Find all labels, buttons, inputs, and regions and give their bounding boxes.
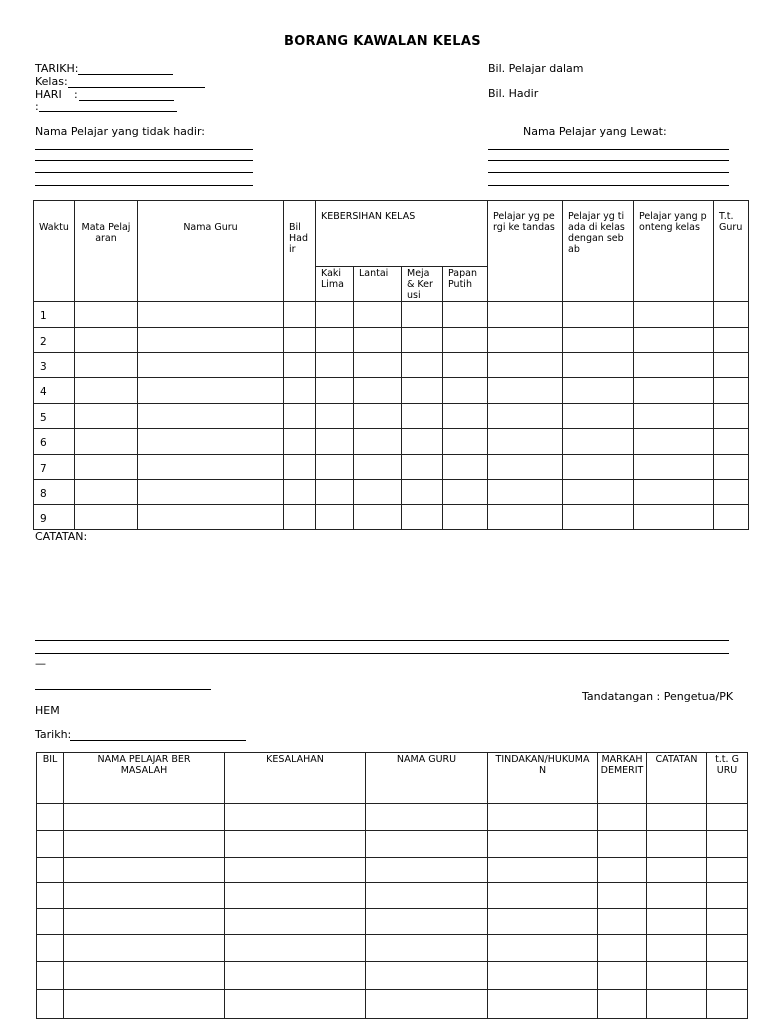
cell-waktu: [34, 353, 75, 378]
table-cell[interactable]: [707, 962, 748, 990]
table-cell[interactable]: [354, 455, 402, 480]
table-cell[interactable]: [443, 353, 488, 378]
table-cell[interactable]: [488, 480, 563, 505]
table-cell[interactable]: [75, 353, 138, 378]
table-cell[interactable]: [354, 328, 402, 353]
table-cell[interactable]: [634, 455, 714, 480]
table-cell[interactable]: [225, 804, 366, 831]
table-cell[interactable]: [488, 909, 598, 935]
absent-line[interactable]: [35, 172, 253, 173]
table-cell[interactable]: [634, 328, 714, 353]
problem-students-body: [37, 804, 748, 1019]
table-cell[interactable]: [316, 302, 354, 328]
table-cell[interactable]: [37, 909, 64, 935]
table-cell[interactable]: [37, 804, 64, 831]
table-cell[interactable]: [598, 935, 647, 962]
table-cell[interactable]: [488, 831, 598, 858]
table-cell[interactable]: [354, 429, 402, 455]
table-cell[interactable]: [563, 404, 634, 429]
table-cell[interactable]: [402, 378, 443, 404]
table-row: [37, 883, 748, 909]
late-line[interactable]: [488, 172, 729, 173]
table-cell[interactable]: [488, 455, 563, 480]
row-number: 3: [40, 361, 47, 373]
table-cell[interactable]: [316, 429, 354, 455]
table-cell[interactable]: [225, 935, 366, 962]
table-row: [34, 353, 749, 378]
hari-label: HARI: [35, 88, 62, 101]
table-row: [34, 429, 749, 455]
table-row: [37, 831, 748, 858]
table-cell[interactable]: [225, 990, 366, 1019]
table-cell[interactable]: [402, 480, 443, 505]
kelas-label: Kelas:: [35, 75, 68, 88]
table-cell[interactable]: [225, 909, 366, 935]
table-cell[interactable]: [37, 883, 64, 909]
table-cell[interactable]: [488, 883, 598, 909]
table-cell[interactable]: [284, 353, 316, 378]
table-cell[interactable]: [714, 353, 749, 378]
cell-waktu: [34, 505, 75, 530]
table-cell[interactable]: [366, 858, 488, 883]
col-tindakan: TINDAKAN/HUKUMAN: [488, 753, 598, 804]
table-cell[interactable]: [647, 909, 707, 935]
table-row: [37, 990, 748, 1019]
class-control-table: [33, 200, 749, 530]
table-cell[interactable]: [714, 378, 749, 404]
absent-label: Nama Pelajar yang tidak hadir:: [35, 125, 205, 138]
table-cell[interactable]: [138, 429, 284, 455]
tarikh2-line[interactable]: [70, 740, 246, 741]
table-row: [34, 328, 749, 353]
table-cell[interactable]: [225, 962, 366, 990]
table-cell[interactable]: [225, 858, 366, 883]
table-cell[interactable]: [75, 378, 138, 404]
table-cell[interactable]: [366, 804, 488, 831]
table-cell[interactable]: [634, 353, 714, 378]
catatan-line[interactable]: [35, 653, 729, 654]
catatan-dash: —: [35, 657, 46, 670]
table-cell[interactable]: [443, 328, 488, 353]
col-bil: BIL: [37, 753, 64, 804]
table-row: [34, 455, 749, 480]
hari-colon: :: [74, 88, 78, 101]
table-cell[interactable]: [75, 328, 138, 353]
absent-line[interactable]: [35, 160, 253, 161]
table-cell[interactable]: [488, 404, 563, 429]
table-cell[interactable]: [64, 858, 225, 883]
table-cell[interactable]: [284, 455, 316, 480]
table-cell[interactable]: [354, 302, 402, 328]
table-cell[interactable]: [64, 883, 225, 909]
table-cell[interactable]: [707, 935, 748, 962]
table-cell[interactable]: [366, 990, 488, 1019]
table-cell[interactable]: [598, 858, 647, 883]
table-cell[interactable]: [714, 455, 749, 480]
table-cell[interactable]: [488, 505, 563, 530]
col-tandas: Pelajar yg pergi ke tandas: [488, 201, 563, 302]
table-cell[interactable]: [37, 962, 64, 990]
table-cell[interactable]: [354, 404, 402, 429]
col-nama-pelajar: NAMA PELAJAR BERMASALAH: [64, 753, 225, 804]
table-cell[interactable]: [714, 480, 749, 505]
table-cell[interactable]: [64, 831, 225, 858]
absent-line[interactable]: [35, 149, 253, 150]
row-number: 2: [40, 336, 47, 348]
table-cell[interactable]: [316, 480, 354, 505]
tarikh-line[interactable]: [78, 74, 173, 75]
table-cell[interactable]: [598, 883, 647, 909]
table-cell[interactable]: [488, 935, 598, 962]
table-row: [34, 404, 749, 429]
extra-colon: :: [35, 100, 39, 113]
table-cell[interactable]: [647, 831, 707, 858]
table-cell[interactable]: [366, 935, 488, 962]
row-number: 8: [40, 488, 47, 500]
table-cell[interactable]: [316, 353, 354, 378]
page-title: BORANG KAWALAN KELAS: [284, 34, 481, 49]
extra-line[interactable]: [39, 111, 177, 112]
row-number: 9: [40, 513, 47, 525]
table-cell[interactable]: [138, 480, 284, 505]
cell-waktu: [34, 429, 75, 455]
table-cell[interactable]: [75, 302, 138, 328]
table-cell[interactable]: [488, 962, 598, 990]
table-cell[interactable]: [647, 962, 707, 990]
table-cell[interactable]: [138, 505, 284, 530]
table-cell[interactable]: [75, 480, 138, 505]
table-cell[interactable]: [647, 935, 707, 962]
signature-label: Tandatangan : Pengetua/PK: [582, 690, 734, 703]
col-waktu: Waktu: [34, 201, 75, 302]
table-cell[interactable]: [647, 804, 707, 831]
table-cell[interactable]: [707, 804, 748, 831]
table-cell[interactable]: [354, 480, 402, 505]
table-cell[interactable]: [634, 429, 714, 455]
signature-line[interactable]: [35, 689, 211, 690]
cell-waktu: [34, 455, 75, 480]
header-row: [34, 201, 749, 267]
table-cell[interactable]: [598, 909, 647, 935]
table-cell[interactable]: [225, 883, 366, 909]
col-kaki-lima: Kaki Lima: [316, 267, 354, 302]
tarikh-label: TARIKH:: [35, 62, 79, 75]
table-cell[interactable]: [75, 404, 138, 429]
table-cell[interactable]: [443, 455, 488, 480]
table-cell[interactable]: [64, 990, 225, 1019]
late-label: Nama Pelajar yang Lewat:: [523, 125, 667, 138]
table-cell[interactable]: [707, 883, 748, 909]
table-cell[interactable]: [488, 990, 598, 1019]
table-cell[interactable]: [402, 455, 443, 480]
table-row: [34, 302, 749, 328]
col-tt-guru: T.t. Guru: [714, 201, 749, 302]
col-tiada: Pelajar yg tiada di kelas dengan sebab: [563, 201, 634, 302]
col-meja-kerusi: Meja & Kerusi: [402, 267, 443, 302]
table-cell[interactable]: [563, 302, 634, 328]
table-cell[interactable]: [316, 455, 354, 480]
cell-waktu: [34, 404, 75, 429]
table-cell[interactable]: [707, 990, 748, 1019]
table-cell[interactable]: [634, 480, 714, 505]
tarikh2-label: Tarikh:: [35, 728, 72, 741]
col-markah-demerit: MARKAH DEMERIT: [598, 753, 647, 804]
col-tt-guru: t.t. GURU: [707, 753, 748, 804]
table-row: [37, 962, 748, 990]
catatan-label: CATATAN:: [35, 530, 88, 543]
cell-waktu: [34, 480, 75, 505]
table-cell[interactable]: [488, 858, 598, 883]
table-cell[interactable]: [563, 505, 634, 530]
cell-waktu: [34, 378, 75, 404]
table-row: [34, 378, 749, 404]
table-cell[interactable]: [316, 378, 354, 404]
table-row: [37, 858, 748, 883]
table-cell[interactable]: [443, 378, 488, 404]
table-row: [37, 804, 748, 831]
table-cell[interactable]: [225, 831, 366, 858]
table-cell[interactable]: [366, 831, 488, 858]
cell-waktu: [34, 328, 75, 353]
table-row: [37, 935, 748, 962]
table-cell[interactable]: [75, 505, 138, 530]
table-cell[interactable]: [316, 505, 354, 530]
table-cell[interactable]: [316, 404, 354, 429]
col-mata-pelajaran: Mata Pelajaran: [75, 201, 138, 302]
table-cell[interactable]: [138, 353, 284, 378]
table-cell[interactable]: [443, 480, 488, 505]
table-cell[interactable]: [647, 883, 707, 909]
col-bil-hadir: Bil Hadir: [284, 201, 316, 302]
table-cell[interactable]: [64, 804, 225, 831]
table-row: [34, 505, 749, 530]
table-row: [37, 909, 748, 935]
kelas-line[interactable]: [68, 87, 205, 88]
table-cell[interactable]: [64, 962, 225, 990]
table-cell[interactable]: [707, 831, 748, 858]
col-catatan: CATATAN: [647, 753, 707, 804]
table-cell[interactable]: [402, 302, 443, 328]
table-cell[interactable]: [37, 935, 64, 962]
table-cell[interactable]: [64, 935, 225, 962]
table-cell[interactable]: [563, 353, 634, 378]
absent-line[interactable]: [35, 185, 253, 186]
table-cell[interactable]: [366, 909, 488, 935]
table-cell[interactable]: [714, 429, 749, 455]
table-cell[interactable]: [488, 429, 563, 455]
table-cell[interactable]: [316, 328, 354, 353]
table-cell[interactable]: [488, 302, 563, 328]
table-cell[interactable]: [366, 883, 488, 909]
col-nama-guru: NAMA GURU: [366, 753, 488, 804]
table-cell[interactable]: [402, 505, 443, 530]
table-cell[interactable]: [707, 909, 748, 935]
problem-students-table: [36, 752, 748, 1019]
table-cell[interactable]: [598, 990, 647, 1019]
table-cell[interactable]: [37, 990, 64, 1019]
table-cell[interactable]: [634, 404, 714, 429]
row-number: 1: [40, 310, 47, 322]
table-cell[interactable]: [563, 378, 634, 404]
table-cell[interactable]: [563, 480, 634, 505]
table-cell[interactable]: [598, 831, 647, 858]
late-line[interactable]: [488, 160, 729, 161]
bil-hadir-label: Bil. Hadir: [488, 87, 539, 100]
table-cell[interactable]: [563, 429, 634, 455]
table-cell[interactable]: [75, 429, 138, 455]
table-cell[interactable]: [354, 353, 402, 378]
table-cell[interactable]: [402, 429, 443, 455]
table-cell[interactable]: [714, 505, 749, 530]
late-line[interactable]: [488, 185, 729, 186]
col-nama-guru: Nama Guru: [138, 201, 284, 302]
table-cell[interactable]: [647, 858, 707, 883]
hari-line[interactable]: [79, 100, 174, 101]
table-cell[interactable]: [634, 505, 714, 530]
table-cell[interactable]: [598, 804, 647, 831]
table-cell[interactable]: [714, 328, 749, 353]
table-cell[interactable]: [443, 505, 488, 530]
table-cell[interactable]: [443, 302, 488, 328]
row-number: 6: [40, 437, 47, 449]
table-cell[interactable]: [443, 404, 488, 429]
table-cell[interactable]: [488, 804, 598, 831]
table-cell[interactable]: [634, 302, 714, 328]
bil-pelajar-label: Bil. Pelajar dalam: [488, 62, 584, 75]
table-cell[interactable]: [138, 302, 284, 328]
col-ponteng: Pelajar yang ponteng kelas: [634, 201, 714, 302]
table-cell[interactable]: [647, 990, 707, 1019]
table-cell[interactable]: [138, 328, 284, 353]
hem-label: HEM: [35, 704, 60, 717]
table-cell[interactable]: [284, 302, 316, 328]
col-papan-putih: Papan Putih: [443, 267, 488, 302]
table-cell[interactable]: [284, 404, 316, 429]
table-cell[interactable]: [402, 328, 443, 353]
catatan-line[interactable]: [35, 640, 729, 641]
col-kebersihan-kelas: KEBERSIHAN KELAS: [316, 201, 488, 267]
col-kesalahan: KESALAHAN: [225, 753, 366, 804]
table-cell[interactable]: [354, 505, 402, 530]
class-control-body: [34, 302, 749, 530]
table-row: [34, 480, 749, 505]
header-row: [37, 753, 748, 804]
table-cell[interactable]: [284, 378, 316, 404]
table-cell[interactable]: [284, 328, 316, 353]
table-cell[interactable]: [488, 328, 563, 353]
col-lantai: Lantai: [354, 267, 402, 302]
table-cell[interactable]: [138, 378, 284, 404]
row-number: 4: [40, 386, 47, 398]
table-cell[interactable]: [138, 455, 284, 480]
cell-waktu: [34, 302, 75, 328]
table-cell[interactable]: [563, 328, 634, 353]
table-cell[interactable]: [443, 429, 488, 455]
table-cell[interactable]: [488, 378, 563, 404]
table-cell[interactable]: [634, 378, 714, 404]
table-cell[interactable]: [354, 378, 402, 404]
table-cell[interactable]: [563, 455, 634, 480]
table-cell[interactable]: [366, 962, 488, 990]
late-line[interactable]: [488, 149, 729, 150]
table-cell[interactable]: [75, 455, 138, 480]
table-cell[interactable]: [402, 353, 443, 378]
table-cell[interactable]: [138, 404, 284, 429]
table-cell[interactable]: [402, 404, 443, 429]
table-cell[interactable]: [64, 909, 225, 935]
table-cell[interactable]: [37, 831, 64, 858]
table-cell[interactable]: [37, 858, 64, 883]
table-cell[interactable]: [284, 505, 316, 530]
table-cell[interactable]: [284, 480, 316, 505]
table-cell[interactable]: [488, 353, 563, 378]
table-cell[interactable]: [714, 404, 749, 429]
row-number: 5: [40, 412, 47, 424]
table-cell[interactable]: [598, 962, 647, 990]
row-number: 7: [40, 463, 47, 475]
table-cell[interactable]: [714, 302, 749, 328]
table-cell[interactable]: [707, 858, 748, 883]
table-cell[interactable]: [284, 429, 316, 455]
